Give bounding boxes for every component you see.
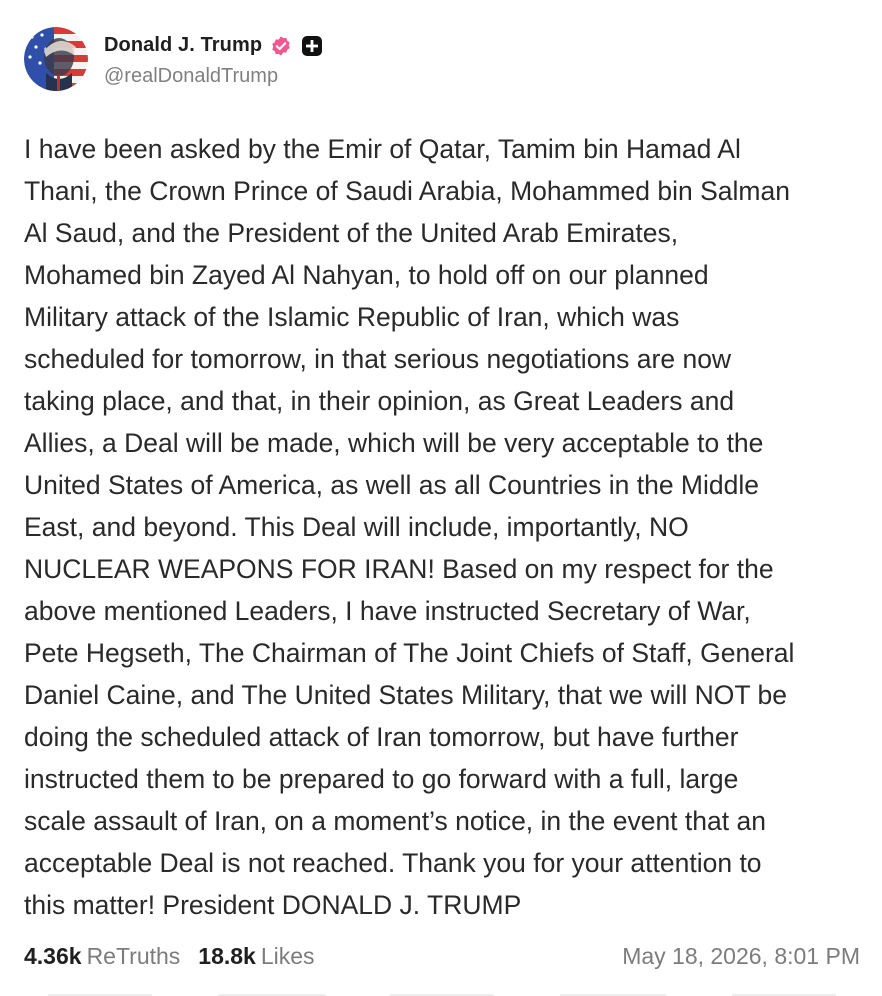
user-handle[interactable]: @realDonaldTrump (104, 64, 279, 87)
retruths-count: 4.36k (24, 942, 82, 969)
verified-badge-icon (270, 35, 292, 57)
retruths-label: ReTruths (86, 942, 181, 969)
post-body-text: I have been asked by the Emir of Qatar, Tamim bin Hamad Al Thani, the Crown Prince of Saudi Arabia, Mohammed bin Salman Al Saud, and the President of the United Arab Emirates, Mohamed bin Zayed Al Nahyan, to hold off on our planned Military attack of the Islamic Republic of Iran, which was scheduled for tomorrow, in that serious negotiations are now taking place, and that, in their opinion, as Great Leaders and Allies, a Deal will be made, which will be very acceptable to the United States of America, as well as all Countries in the Middle East, and beyond. This Deal will include, importantly, NO NUCLEAR WEAPONS FOR IRAN! Based on my respect for the above mentioned Leaders, I have instructed Secretary of War, Pete Hegseth, The Chairman of The Joint Chiefs of Staff, General Daniel Caine, and The United States Military, that we will NOT be doing the scheduled attack of Iran tomorrow, but have further instructed them to be prepared to go forward with a full, large scale assault of Iran, on a moment’s notice, in the event that an acceptable Deal is not reached. Thank you for your attention to this matter! President DONALD J. TRUMP (24, 134, 795, 920)
name-row (104, 31, 322, 61)
likes-label: Likes (260, 942, 315, 969)
retruths-stat[interactable] (24, 943, 180, 970)
likes-count: 18.8k (198, 942, 256, 969)
display-name[interactable]: Donald J. Trump (104, 34, 263, 56)
post-header (24, 27, 322, 91)
post-stats-bar (24, 938, 860, 974)
avatar-image (24, 27, 88, 91)
avatar[interactable] (24, 27, 88, 91)
post-timestamp[interactable]: May 18, 2026, 8:01 PM (622, 942, 860, 969)
likes-stat[interactable] (198, 943, 314, 970)
plus-badge-icon (302, 36, 322, 56)
author-identity (104, 31, 322, 88)
